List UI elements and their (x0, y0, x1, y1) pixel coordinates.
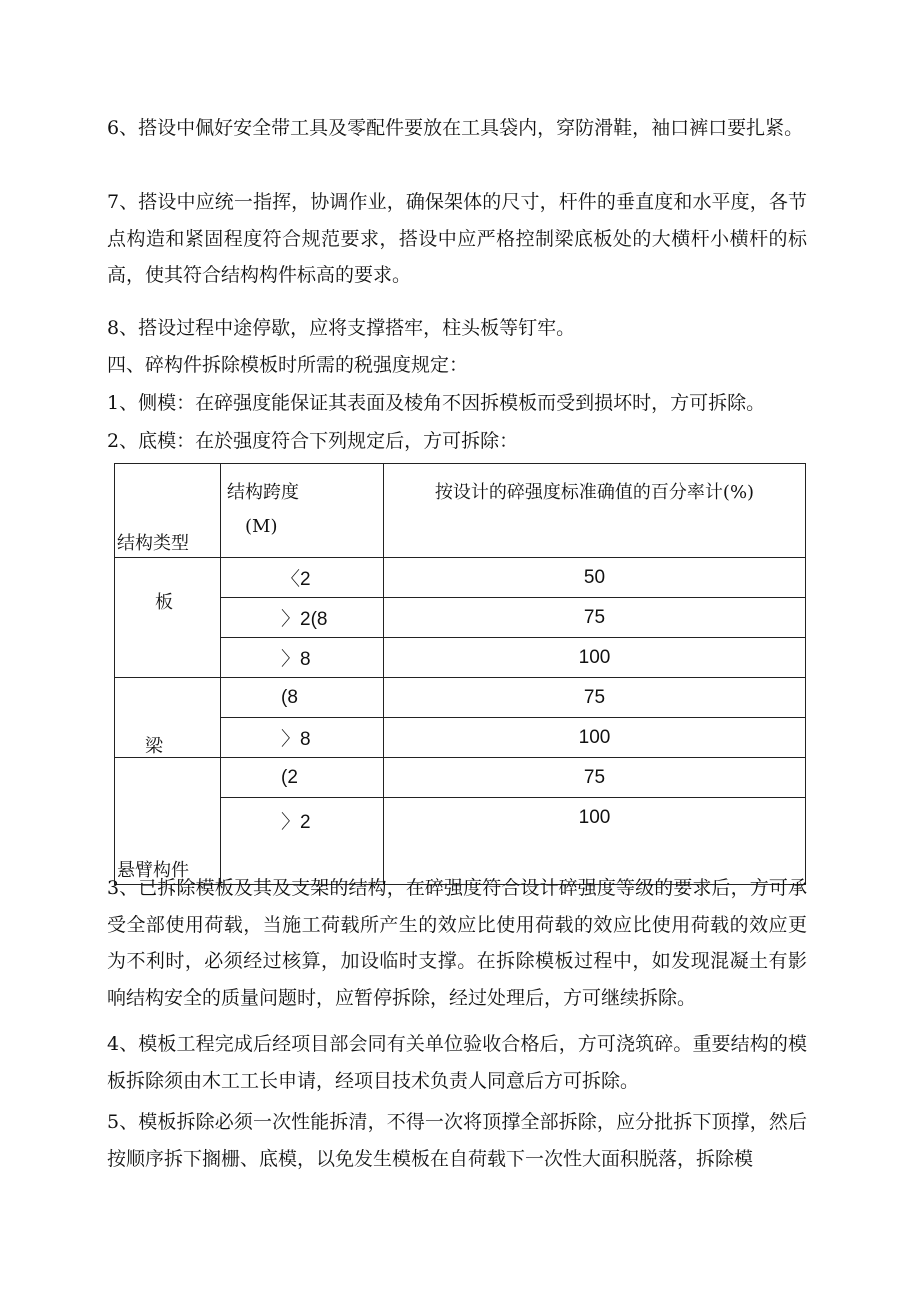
percent-cell: 50 (384, 558, 806, 598)
span-cell: (8 (221, 678, 384, 718)
type-label-cantilever: 悬臂构件 (117, 860, 189, 881)
paragraph-bottom-form: 2、底模：在於强度符合下列规定后，方可拆除： (107, 430, 519, 452)
strength-table (114, 463, 806, 885)
paragraph-item-3: 3、已拆除模板及其及支架的结构，在碎强度符合设计碎强度等级的要求后，方可承受全部使用荷载，当施工荷载所产生的效应比使用荷载的效应比使用荷载的效应更为不利时，必须经过核算，加设临时支撑。在拆除模板过程中，如发现混凝土有影响结构安全的质量问题时，应暂停拆除，经过处理后，方可继续拆除。 (107, 877, 807, 1009)
type-label-beam: 梁 (145, 736, 163, 757)
percent-cell: 100 (384, 718, 806, 758)
header-structure-type-label: 结构类型 (117, 533, 189, 554)
table-row (115, 758, 806, 798)
span-cell: 〉8 (221, 638, 384, 678)
table-header-row (115, 464, 806, 558)
table-row (115, 558, 806, 598)
percent-cell: 75 (384, 598, 806, 638)
header-span-line1: 结构跨度 (227, 482, 299, 503)
paragraph-item-8: 8、搭设过程中途停歇，应将支撑搭牢，柱头板等钉牢。 (107, 317, 576, 339)
span-cell: 〉8 (221, 718, 384, 758)
table-row (115, 678, 806, 718)
paragraph-item-7: 7、搭设中应统一指挥，协调作业，确保架体的尺寸，杆件的垂直度和水平度，各节点构造和紧固程度符合规范要求，搭设中应严格控制梁底板处的大横杆小横杆的标高，使其符合结构构件标高的要求。 (107, 191, 807, 286)
percent-cell: 100 (384, 638, 806, 678)
span-cell: 〉2 (221, 798, 384, 885)
type-label-slab: 板 (155, 592, 173, 613)
section-heading-4: 四、碎构件拆除模板时所需的税强度规定： (107, 354, 469, 376)
header-span-line2: (M) (245, 516, 278, 537)
type-cell-cantilever (115, 758, 221, 885)
percent-cell: 100 (384, 798, 806, 885)
span-cell: 〈2 (221, 558, 384, 598)
span-cell: 〉2(8 (221, 598, 384, 638)
percent-cell: 75 (384, 678, 806, 718)
header-structure-type (115, 464, 221, 558)
span-cell: (2 (221, 758, 384, 798)
type-cell-beam (115, 678, 221, 758)
header-span (221, 464, 384, 558)
paragraph-item-6: 6、搭设中佩好安全带工具及零配件要放在工具袋内，穿防滑鞋，袖口裤口要扎紧。 (107, 117, 804, 139)
percent-cell: 75 (384, 758, 806, 798)
paragraph-item-5: 5、模板拆除必须一次性能拆清，不得一次将顶撑全部拆除，应分批拆下顶撑，然后按顺序拆下搁栅、底模，以免发生模板在自荷载下一次性大面积脱落，拆除模 (107, 1111, 807, 1170)
header-percent: 按设计的碎强度标准确值的百分率计(%) (384, 464, 806, 558)
type-cell-slab (115, 558, 221, 678)
paragraph-side-form: 1、侧模：在碎强度能保证其表面及棱角不因拆模板而受到损坏时，方可拆除。 (107, 392, 766, 414)
paragraph-item-4: 4、模板工程完成后经项目部会同有关单位验收合格后，方可浇筑碎。重要结构的模板拆除须由木工工长申请，经项目技术负责人同意后方可拆除。 (107, 1033, 807, 1092)
